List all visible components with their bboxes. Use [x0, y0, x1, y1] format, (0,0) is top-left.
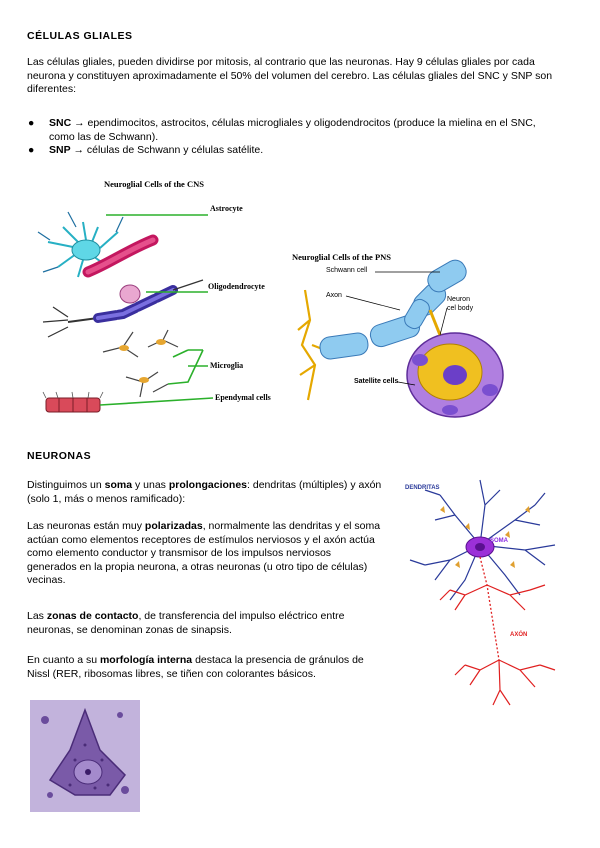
figure-pns-glial-cells — [290, 250, 530, 430]
figure-pns-title: Neuroglial Cells of the PNS — [292, 252, 392, 262]
bullet-snp-text: → células de Schwann y células satélite. — [70, 144, 264, 156]
label-schwann-cell: Schwann cell — [326, 267, 368, 274]
bullet-snp — [27, 144, 557, 158]
axon-terminals-drawing — [440, 585, 555, 705]
satellite-neuron-body — [407, 310, 503, 417]
intro-paragraph: Las células gliales, pueden dividirse por mitosis, al contrario que las neuronas. Hay 9 células gliales por cada neurona y constituyen aproximadamente el 50% del volumen del cerebro. Las células gliales del SNC y SNP son diferentes: — [27, 56, 553, 95]
label-oligodendrocyte: Oligodendrocyte — [208, 282, 265, 291]
label-cell-body: cel body — [447, 305, 474, 312]
bullet-snp-term: SNP — [49, 144, 71, 156]
label-axon: Axon — [326, 292, 342, 299]
section-heading-celulas-gliales: CÉLULAS GLIALES — [27, 30, 133, 42]
label-soma: SOMA — [490, 538, 508, 544]
bullet-dot-icon: ● — [28, 117, 35, 129]
bullet-snc-text: → ependimocitos, astrocitos, células microgliales y oligodendrocitos (produce la mielina en el SNC, como las de Schwann). — [49, 117, 536, 143]
label-ependymal-cells: Ependymal cells — [215, 393, 271, 402]
bullet-snc — [27, 117, 557, 144]
label-dendritas: DENDRITAS — [405, 485, 440, 491]
label-satellite-cells: Satellite cells — [354, 378, 399, 385]
label-microglia: Microglia — [210, 361, 244, 370]
label-astrocyte: Astrocyte — [210, 204, 243, 213]
microglia-drawing — [103, 330, 178, 397]
bullet-snc-term: SNC — [49, 117, 72, 129]
pns-illustration — [290, 250, 530, 430]
glial-bullet-list — [27, 117, 557, 158]
neuronas-paragraph-1: Distinguimos un soma y unas prolongaciones: dendritas (múltiples) y axón (solo 1, más o menos ramificado): — [27, 479, 382, 505]
neuronas-paragraph-3: Las zonas de contacto, de transferencia del impulso eléctrico entre neuronas, se denominan zonas de sinapsis. — [27, 610, 345, 636]
neuronas-paragraph-4: En cuanto a su morfología interna destaca la presencia de gránulos de Nissl (RER, ribosomas libres, se tiñen con colorantes básicos. — [27, 654, 364, 680]
oligodendrocyte-drawing — [43, 280, 203, 337]
figure-cns-glial-cells — [28, 172, 290, 434]
nissl-micrograph — [30, 700, 140, 812]
ependymal-drawing — [43, 392, 103, 412]
figure-cns-title: Neuroglial Cells of the CNS — [104, 179, 204, 189]
figure-neuron-diagram — [395, 465, 580, 710]
neuron-illustration — [395, 465, 580, 710]
label-axon-neuron: AXÓN — [510, 632, 528, 638]
label-neuron: Neuron — [447, 296, 470, 303]
bullet-dot-icon: ● — [28, 144, 35, 156]
astrocyte-drawing — [38, 212, 153, 277]
neuronas-paragraph-2: Las neuronas están muy polarizadas, normalmente las dendritas y el soma actúan como elementos receptores de estímulos nerviosos y el axón actúa como elemento conductor y transmisor de los impulsos nerviosos generados en la propia neurona, a otras neuronas (u otro tipo de células) vecinas. — [27, 520, 381, 586]
nissl-micrograph-drawing — [30, 700, 140, 812]
section-heading-neuronas: NEURONAS — [27, 450, 92, 462]
